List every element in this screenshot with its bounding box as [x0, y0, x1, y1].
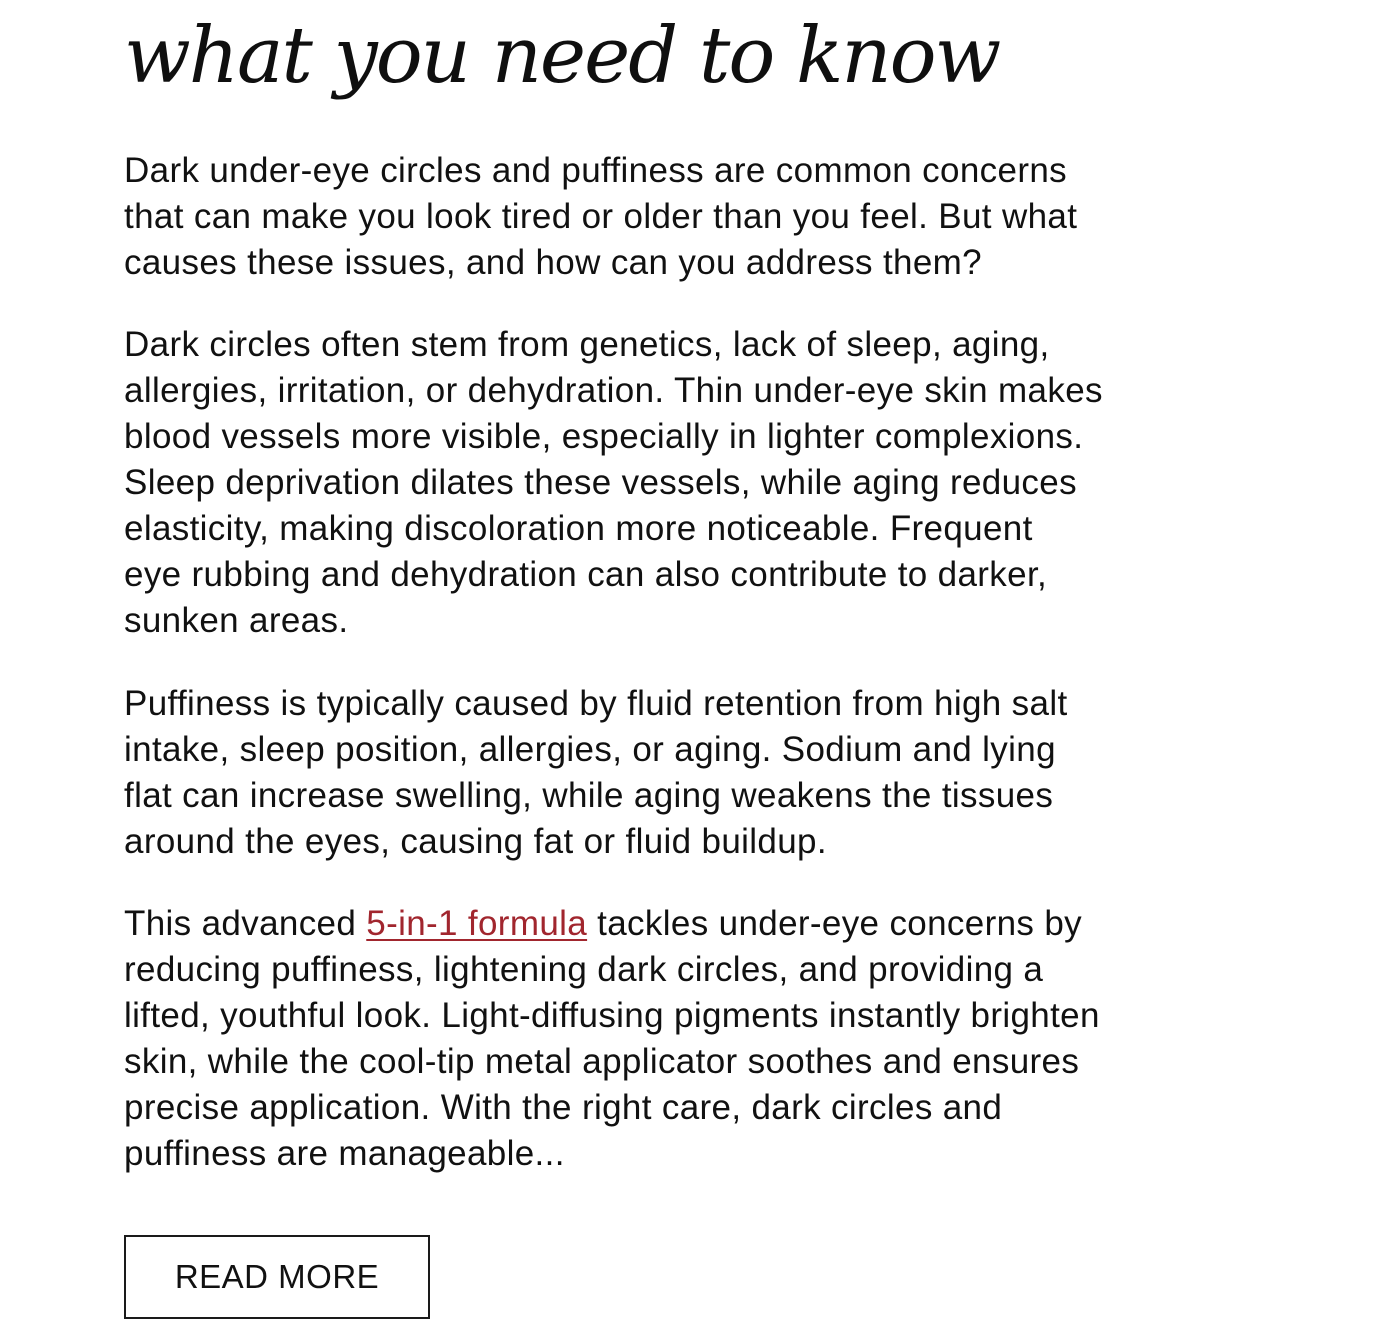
article-section [124, 0, 1254, 1173]
paragraph-line: sunken areas. [124, 601, 349, 640]
paragraph-line: blood vessels more visible, especially in lighter complexions. [124, 417, 1084, 456]
paragraph-line: Dark circles often stem from genetics, lack of sleep, aging, [124, 325, 1050, 364]
text-after-link: tackles under-eye concerns by [587, 904, 1083, 943]
paragraph-line: around the eyes, causing fat or fluid buildup. [124, 822, 827, 861]
paragraph-line: that can make you look tired or older than you feel. But what [124, 197, 1078, 236]
paragraph-line-with-link [124, 901, 1254, 947]
intro-paragraph [124, 148, 1254, 286]
paragraph-line: allergies, irritation, or dehydration. Thin under-eye skin makes [124, 371, 1103, 410]
paragraph-line: lifted, youthful look. Light-diffusing pigments instantly brighten [124, 996, 1100, 1035]
paragraph-line: skin, while the cool-tip metal applicator soothes and ensures [124, 1042, 1080, 1081]
paragraph-line: eye rubbing and dehydration can also contribute to darker, [124, 555, 1048, 594]
paragraph-line: puffiness are manageable... [124, 1134, 565, 1173]
paragraph-line: reducing puffiness, lightening dark circles, and providing a [124, 950, 1044, 989]
formula-link[interactable]: 5-in-1 formula [366, 904, 588, 943]
text-before-link: This advanced [124, 904, 367, 943]
puffiness-paragraph [124, 681, 1254, 865]
section-heading: what you need to know [124, 11, 1000, 101]
paragraph-line: intake, sleep position, allergies, or aging. Sodium and lying [124, 730, 1056, 769]
paragraph-line: flat can increase swelling, while aging weakens the tissues [124, 776, 1054, 815]
paragraph-line: Puffiness is typically caused by fluid retention from high salt [124, 684, 1068, 723]
paragraph-line: Dark under-eye circles and puffiness are common concerns [124, 151, 1067, 190]
formula-paragraph [124, 901, 1254, 1177]
paragraph-line: causes these issues, and how can you address them? [124, 243, 982, 282]
paragraph-line: Sleep deprivation dilates these vessels, while aging reduces [124, 463, 1077, 502]
paragraph-line: elasticity, making discoloration more noticeable. Frequent [124, 509, 1033, 548]
paragraph-line: precise application. With the right care, dark circles and [124, 1088, 1003, 1127]
read-more-button[interactable]: READ MORE [124, 1235, 430, 1319]
dark-circles-paragraph [124, 322, 1254, 644]
